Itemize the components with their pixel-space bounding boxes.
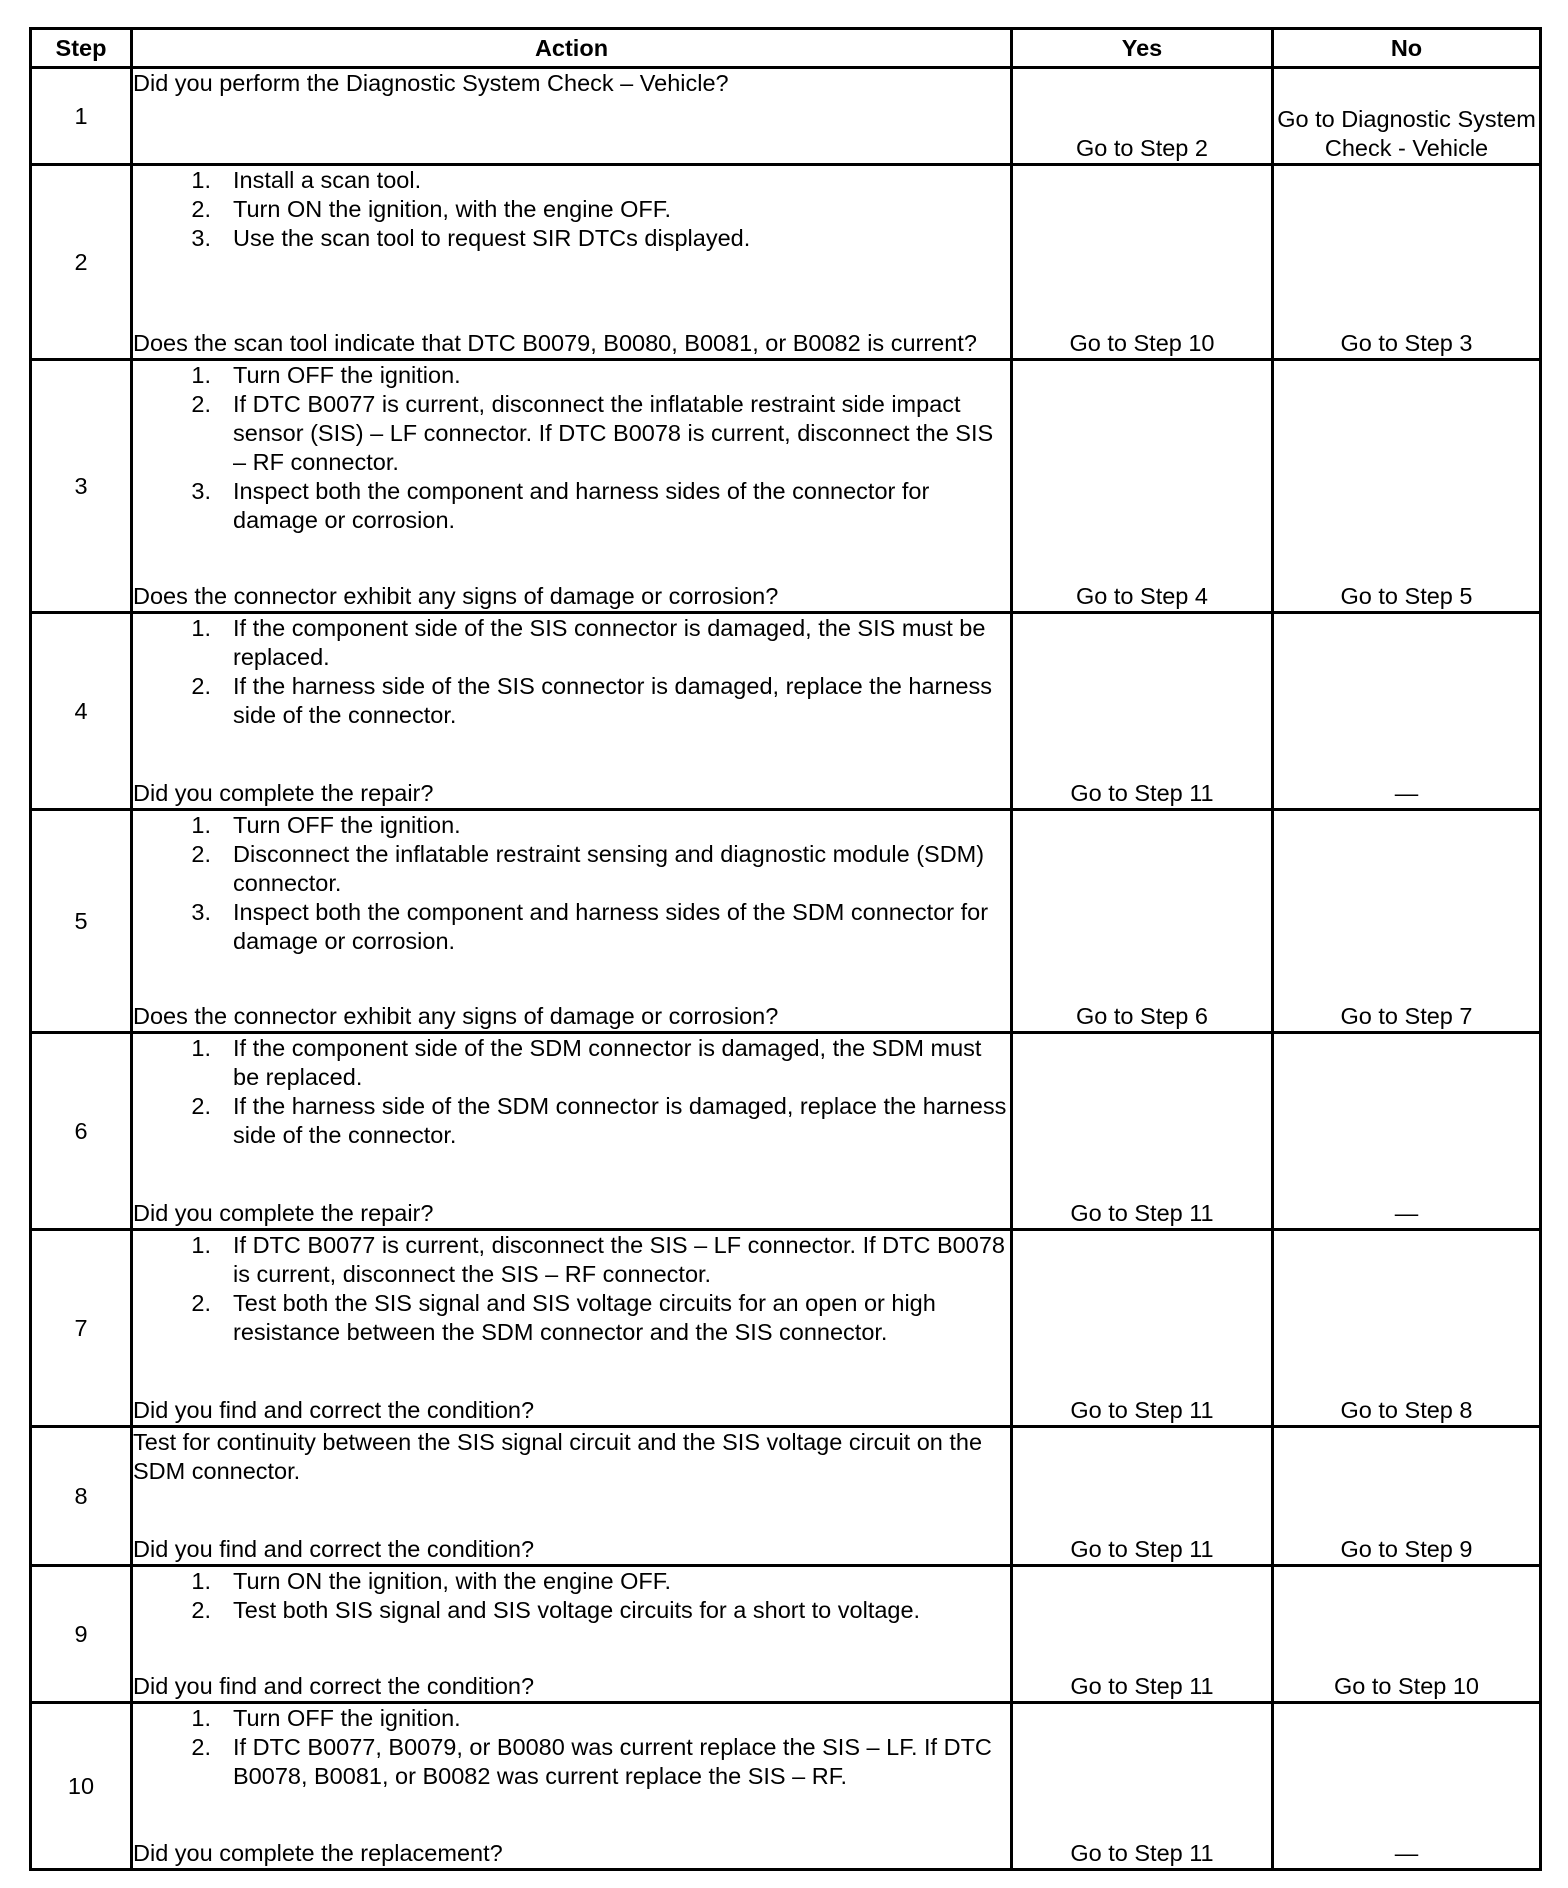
step-number: 5 <box>31 810 132 1033</box>
yes-result: Go to Step 2 <box>1012 68 1273 165</box>
action-content <box>133 69 1010 163</box>
action-content <box>133 1428 1010 1564</box>
action-list <box>133 1231 1010 1347</box>
table-row <box>31 68 1541 165</box>
action-item-text: If DTC B0077 is current, disconnect the SIS – LF connector. If DTC B0078 is current, disconnect the SIS – RF connector. <box>233 1232 1005 1287</box>
action-item-number: 1. <box>191 812 211 838</box>
action-list <box>133 1704 1010 1791</box>
step-number: 9 <box>31 1566 132 1703</box>
table-row <box>31 613 1541 810</box>
yes-result: Go to Step 11 <box>1012 1427 1273 1566</box>
no-result: Go to Step 9 <box>1273 1427 1541 1566</box>
yes-result: Go to Step 11 <box>1012 1033 1273 1230</box>
action-list-item <box>133 1289 1010 1347</box>
no-result: Go to Step 7 <box>1273 810 1541 1033</box>
step-number: 3 <box>31 360 132 613</box>
header-yes: Yes <box>1012 29 1273 68</box>
action-item-number: 2. <box>191 1734 211 1760</box>
action-intro: Test for continuity between the SIS signal circuit and the SIS voltage circuit on the SDM connector. <box>133 1429 983 1484</box>
action-item-text: Inspect both the component and harness sides of the SDM connector for damage or corrosion. <box>233 899 989 954</box>
diagnostic-table <box>29 27 1542 1871</box>
action-item-number: 3. <box>191 478 211 504</box>
action-item-number: 2. <box>191 196 211 222</box>
action-item-text: If DTC B0077 is current, disconnect the inflatable restraint side impact sensor (SIS) – LF connector. If DTC B0078 is current, disconnect the SIS – RF connector. <box>233 391 994 475</box>
action-item-text: Turn OFF the ignition. <box>233 362 461 388</box>
step-number: 8 <box>31 1427 132 1566</box>
yes-result: Go to Step 6 <box>1012 810 1273 1033</box>
no-result: Go to Step 5 <box>1273 360 1541 613</box>
action-list <box>133 166 1010 253</box>
action-content <box>133 1704 1010 1868</box>
action-content <box>133 614 1010 808</box>
action-content <box>133 811 1010 1031</box>
table-row <box>31 360 1541 613</box>
action-item-text: Install a scan tool. <box>233 167 422 193</box>
action-cell <box>132 165 1012 360</box>
yes-result: Go to Step 11 <box>1012 613 1273 810</box>
no-result: Go to Diagnostic System Check - Vehicle <box>1273 68 1541 165</box>
no-result: Go to Step 8 <box>1273 1230 1541 1427</box>
action-item-number: 1. <box>191 1705 211 1731</box>
action-list-item <box>133 672 1010 730</box>
action-item-text: Turn OFF the ignition. <box>233 1705 461 1731</box>
action-item-text: Use the scan tool to request SIR DTCs displayed. <box>233 225 751 251</box>
step-number: 4 <box>31 613 132 810</box>
action-item-number: 1. <box>191 167 211 193</box>
action-list-item <box>133 1704 1010 1733</box>
action-item-number: 1. <box>191 362 211 388</box>
action-list-item <box>133 224 1010 253</box>
action-item-number: 2. <box>191 673 211 699</box>
action-content <box>133 1034 1010 1228</box>
action-item-text: If the component side of the SIS connector is damaged, the SIS must be replaced. <box>233 615 986 670</box>
action-item-text: If the harness side of the SIS connector is damaged, replace the harness side of the connector. <box>233 673 992 728</box>
action-content <box>133 166 1010 358</box>
action-item-text: If the harness side of the SDM connector is damaged, replace the harness side of the connector. <box>233 1093 1007 1148</box>
action-list-item <box>133 1092 1010 1150</box>
yes-result: Go to Step 11 <box>1012 1566 1273 1703</box>
action-question: Does the connector exhibit any signs of damage or corrosion? <box>133 583 779 609</box>
action-cell <box>132 613 1012 810</box>
no-result: Go to Step 10 <box>1273 1566 1541 1703</box>
action-question: Does the connector exhibit any signs of damage or corrosion? <box>133 1003 779 1029</box>
table-row <box>31 165 1541 360</box>
yes-result: Go to Step 4 <box>1012 360 1273 613</box>
no-result: — <box>1273 1703 1541 1870</box>
step-number: 1 <box>31 68 132 165</box>
table-row <box>31 1427 1541 1566</box>
action-list-item <box>133 1231 1010 1289</box>
action-cell <box>132 1703 1012 1870</box>
action-item-number: 3. <box>191 899 211 925</box>
action-item-number: 2. <box>191 1093 211 1119</box>
action-item-number: 2. <box>191 841 211 867</box>
action-list <box>133 811 1010 956</box>
action-item-text: Test both the SIS signal and SIS voltage circuits for an open or high resistance between the SDM connector and the SIS connector. <box>233 1290 936 1345</box>
action-list-item <box>133 195 1010 224</box>
action-list-item <box>133 1034 1010 1092</box>
no-result: Go to Step 3 <box>1273 165 1541 360</box>
action-item-number: 1. <box>191 1035 211 1061</box>
action-question: Did you find and correct the condition? <box>133 1673 535 1699</box>
action-cell <box>132 1566 1012 1703</box>
table-row <box>31 1230 1541 1427</box>
action-list <box>133 614 1010 730</box>
action-item-number: 2. <box>191 391 211 417</box>
action-list-item <box>133 390 1010 477</box>
action-cell <box>132 1033 1012 1230</box>
yes-result: Go to Step 10 <box>1012 165 1273 360</box>
action-item-text: Disconnect the inflatable restraint sensing and diagnostic module (SDM) connector. <box>233 841 985 896</box>
action-item-number: 3. <box>191 225 211 251</box>
table-row <box>31 1703 1541 1870</box>
no-result: — <box>1273 613 1541 810</box>
action-list-item <box>133 840 1010 898</box>
action-cell <box>132 1230 1012 1427</box>
action-list-item <box>133 361 1010 390</box>
action-item-text: Turn ON the ignition, with the engine OFF. <box>233 196 672 222</box>
action-item-text: Turn ON the ignition, with the engine OFF. <box>233 1568 672 1594</box>
table-row <box>31 1033 1541 1230</box>
action-item-number: 1. <box>191 1568 211 1594</box>
no-result: — <box>1273 1033 1541 1230</box>
action-list-item <box>133 898 1010 956</box>
action-item-text: Inspect both the component and harness sides of the connector for damage or corrosion. <box>233 478 930 533</box>
step-number: 10 <box>31 1703 132 1870</box>
action-list-item <box>133 1733 1010 1791</box>
action-cell <box>132 360 1012 613</box>
action-item-number: 1. <box>191 615 211 641</box>
action-item-text: Test both SIS signal and SIS voltage circuits for a short to voltage. <box>233 1597 921 1623</box>
action-item-text: If the component side of the SDM connector is damaged, the SDM must be replaced. <box>233 1035 982 1090</box>
step-number: 6 <box>31 1033 132 1230</box>
header-row <box>31 29 1541 68</box>
header-step: Step <box>31 29 132 68</box>
action-question: Did you find and correct the condition? <box>133 1536 535 1562</box>
action-item-text: If DTC B0077, B0079, or B0080 was current replace the SIS – LF. If DTC B0078, B0081, or B0082 was current replace the SIS – RF. <box>233 1734 992 1789</box>
header-action: Action <box>132 29 1012 68</box>
action-item-text: Turn OFF the ignition. <box>233 812 461 838</box>
action-intro: Did you perform the Diagnostic System Check – Vehicle? <box>133 70 729 96</box>
table-row <box>31 810 1541 1033</box>
yes-result: Go to Step 11 <box>1012 1703 1273 1870</box>
table-row <box>31 1566 1541 1703</box>
yes-result: Go to Step 11 <box>1012 1230 1273 1427</box>
action-content <box>133 1567 1010 1701</box>
action-cell <box>132 810 1012 1033</box>
action-question: Did you complete the repair? <box>133 780 434 806</box>
header-no: No <box>1273 29 1541 68</box>
action-list-item <box>133 166 1010 195</box>
action-list <box>133 1034 1010 1150</box>
action-list-item <box>133 477 1010 535</box>
action-cell <box>132 68 1012 165</box>
action-content <box>133 361 1010 611</box>
action-list <box>133 361 1010 535</box>
action-list-item <box>133 614 1010 672</box>
step-number: 2 <box>31 165 132 360</box>
action-list-item <box>133 811 1010 840</box>
action-content <box>133 1231 1010 1425</box>
action-cell <box>132 1427 1012 1566</box>
action-question: Did you complete the replacement? <box>133 1840 503 1866</box>
step-number: 7 <box>31 1230 132 1427</box>
action-list-item <box>133 1567 1010 1596</box>
action-question: Did you complete the repair? <box>133 1200 434 1226</box>
action-question: Did you find and correct the condition? <box>133 1397 535 1423</box>
action-item-number: 1. <box>191 1232 211 1258</box>
action-item-number: 2. <box>191 1290 211 1316</box>
action-list-item <box>133 1596 1010 1625</box>
action-list <box>133 1567 1010 1625</box>
action-question: Does the scan tool indicate that DTC B0079, B0080, B0081, or B0082 is current? <box>133 330 977 356</box>
action-item-number: 2. <box>191 1597 211 1623</box>
table-body <box>31 68 1541 1870</box>
